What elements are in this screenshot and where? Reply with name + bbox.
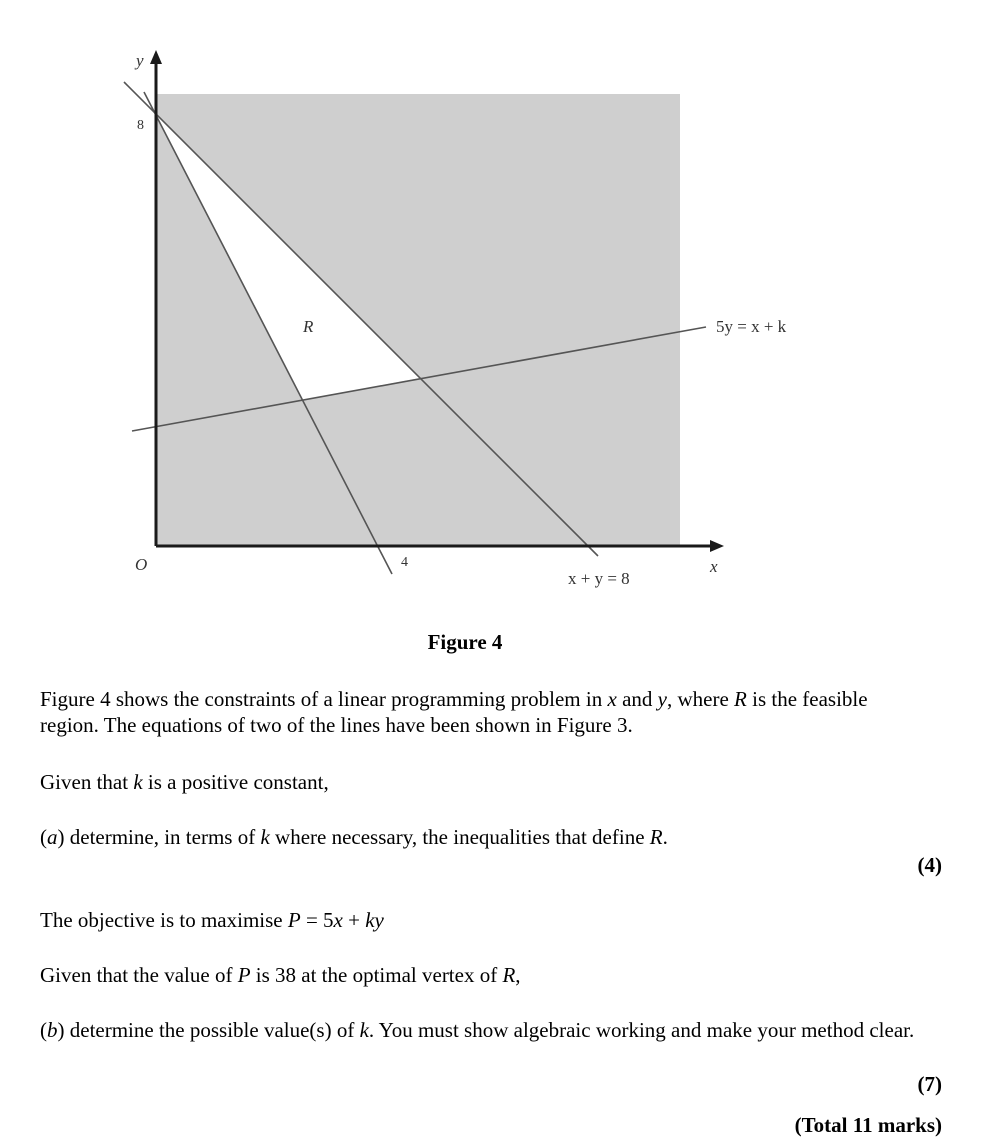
objective-paragraph: The objective is to maximise P = 5x + ky <box>40 908 384 932</box>
total-marks: (Total 11 marks) <box>794 1113 942 1137</box>
given-p-paragraph: Given that the value of P is 38 at the optimal vertex of R, <box>40 963 521 987</box>
axis-x-label: x <box>710 557 718 576</box>
shaded-region <box>156 94 680 546</box>
given-k-paragraph: Given that k is a positive constant, <box>40 770 329 794</box>
y-intercept-label: 8 <box>137 118 144 133</box>
origin-label: O <box>135 555 148 574</box>
part-a-question: (a) determine, in terms of k where necessary, the inequalities that define R. <box>40 825 668 849</box>
region-label: R <box>303 317 314 336</box>
part-b-marks: (7) <box>917 1072 942 1096</box>
x-axis-arrow <box>710 540 724 552</box>
figure-caption: Figure 4 <box>427 630 503 654</box>
y-axis-arrow <box>150 50 162 64</box>
axis-y-label: y <box>136 51 144 70</box>
x-tick-label: 4 <box>401 555 408 570</box>
line1-label: 5y = x + k <box>716 317 787 336</box>
intro-paragraph: Figure 4 shows the constraints of a linear programming problem in x and y, where R is the feasible region. The equations of two of the lines have been shown in Figure 3. <box>40 687 868 737</box>
part-b-question: (b) determine the possible value(s) of k. You must show algebraic working and make your method clear. <box>40 1018 915 1042</box>
part-a-marks: (4) <box>917 853 942 877</box>
line2-label: x + y = 8 <box>568 569 630 588</box>
